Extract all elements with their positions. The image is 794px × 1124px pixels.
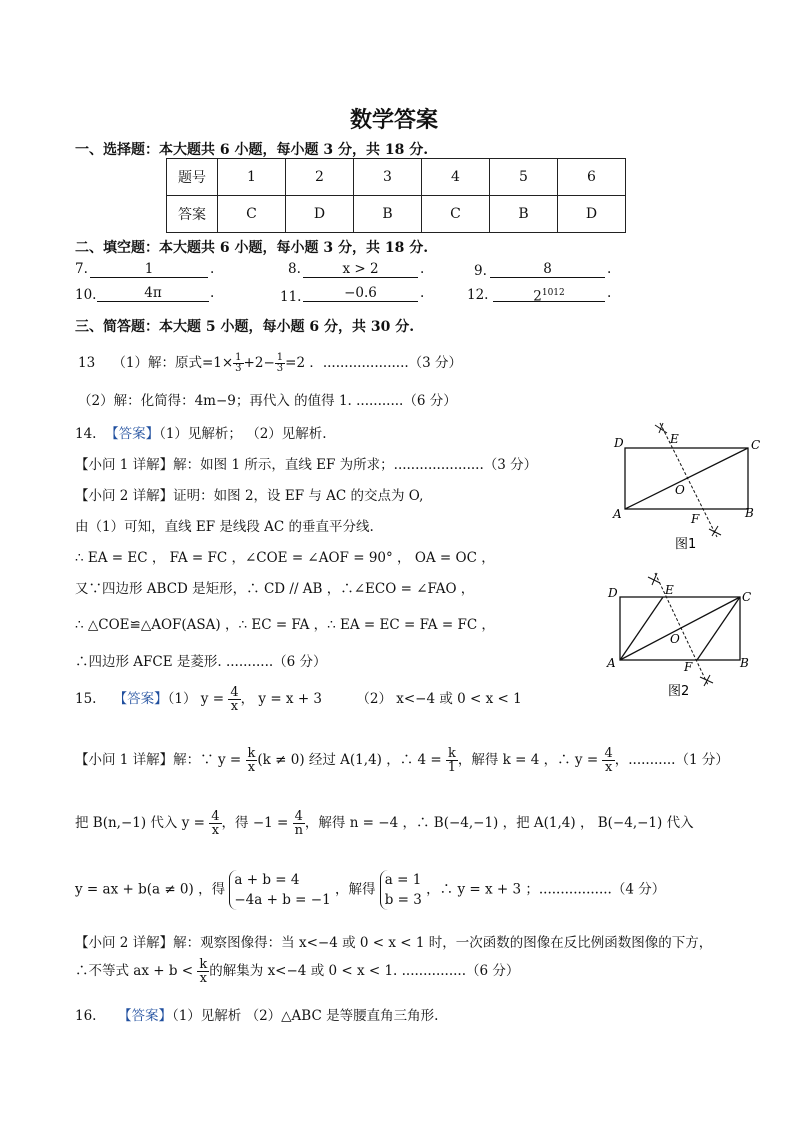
table-cell: 4 (422, 159, 490, 196)
figure-1 (605, 415, 775, 555)
text: 的解集为 x<−4 或 0 < x < 1. ...............（6 分） (209, 963, 520, 979)
label-a: A (607, 656, 616, 670)
text: 把 B(n,−1) 代入 y = (75, 815, 205, 831)
q14-answer-line (75, 422, 327, 442)
fraction: $\frac{4}{n}$ (294, 809, 303, 838)
fraction: $\frac{k}{1}$ (447, 746, 457, 775)
q15-line-4: 【小问 2 详解】解：观察图像得：当 x<−4 或 0 < x < 1 时，一次函数的图像在反比例函数图像的下方， (75, 935, 713, 951)
period: . (210, 285, 215, 301)
table-row-label: 题号 (167, 159, 218, 196)
q14-answer-text: （1）见解析； （2）见解析. (159, 426, 327, 442)
figure-2-caption: 图2 (668, 684, 690, 699)
table-cell: B (354, 196, 422, 233)
label-d: D (608, 586, 618, 600)
text: ，解得 k = 4 ，∴ y = (457, 752, 599, 768)
label-o: O (670, 632, 680, 646)
q14-line: 【小问 2 详解】证明：如图 2，设 EF 与 AC 的交点为 O, (75, 488, 424, 504)
q15-ans1-suffix: ， y = x + 3 (240, 691, 323, 707)
fill-item-num: 12. (467, 287, 489, 303)
text: ∴不等式 ax + b < (75, 963, 194, 979)
q15-line-2 (75, 810, 694, 837)
text: ，解得 (334, 881, 376, 898)
q14-line: 由（1）可知，直线 EF 是线段 AC 的垂直平分线. (75, 519, 374, 535)
text: ，得 −1 = (221, 815, 289, 831)
label-o: O (675, 483, 685, 497)
text: (k ≠ 0) 经过 A(1,4) ，∴ 4 = (257, 752, 442, 768)
fraction: $\frac{4}{x}$ (230, 685, 239, 714)
answer-tag: 【答案】 (113, 691, 168, 707)
period: . (420, 285, 425, 301)
fraction: $\frac{k}{x}$ (199, 957, 208, 986)
fill-answer (493, 285, 605, 305)
label-b: B (745, 506, 754, 520)
q16-number: 16. (75, 1008, 97, 1024)
period: . (210, 261, 215, 277)
label-b: B (740, 656, 749, 670)
fraction: $\frac{4}{x}$ (604, 746, 613, 775)
table-row (167, 196, 626, 233)
q13-part1-suffix: =2 ．....................（3 分） (285, 355, 463, 371)
fill-item-num: 11. (280, 289, 302, 305)
q14-number: 14. (75, 426, 97, 442)
q15-ans1-prefix: （1） y = (167, 691, 225, 707)
answer-tag: 【答案】 (105, 426, 160, 442)
period: . (607, 285, 612, 301)
q15-line-5 (75, 958, 519, 985)
fill-answer: 4π (97, 285, 209, 302)
figure-1-caption: 图1 (675, 537, 697, 552)
period: . (420, 261, 425, 277)
table-cell: 6 (558, 159, 626, 196)
q15-answer-line (75, 686, 522, 713)
table-cell: C (422, 196, 490, 233)
period: . (607, 261, 612, 277)
text: ，∴ y = x + 3 ；.................（4 分） (426, 881, 666, 898)
q15-number: 15. (75, 691, 97, 707)
fill-answer-exponent: 1012 (541, 288, 565, 298)
text: y = ax + b(a ≠ 0) ，得 (75, 881, 226, 898)
section-3-heading: 三、简答题：本大题 5 小题，每小题 6 分，共 30 分. (75, 319, 415, 335)
label-e: E (670, 432, 679, 446)
q14-line: ∴ △COE≌△AOF(ASA) ，∴ EC = FA ，∴ EA = EC = FA = FC ， (75, 617, 495, 633)
text: 【小问 1 详解】解：∵ y = (75, 752, 242, 768)
fill-item-num: 10. (75, 287, 97, 303)
q13-part2: （2）解：化简得：4m−9；再代入 的值得 1. ...........（6 分） (78, 393, 457, 409)
fill-answer: x > 2 (303, 261, 418, 278)
q15-line-3 (75, 870, 665, 910)
q15-line-1 (75, 747, 729, 774)
fill-item-num: 7. (75, 261, 88, 277)
table-row-label: 答案 (167, 196, 218, 233)
fraction: $\frac{1}{3}$ (235, 352, 242, 374)
q16-answer-text: （1）见解析 （2）△ABC 是等腰直角三角形. (171, 1008, 439, 1024)
label-c: C (742, 590, 752, 604)
label-e: E (665, 583, 674, 597)
table-row (167, 159, 626, 196)
fraction: $\frac{4}{x}$ (211, 809, 220, 838)
figure-2 (600, 565, 770, 705)
q14-line: 【小问 1 详解】解：如图 1 所示，直线 EF 为所求；.....................（3 分） (75, 457, 538, 473)
q13-number: 13 (78, 355, 96, 371)
table-cell: D (558, 196, 626, 233)
fraction: $\frac{1}{3}$ (276, 352, 284, 374)
answer-tag: 【答案】 (117, 1008, 172, 1024)
table-cell: 2 (286, 159, 354, 196)
table-cell: 3 (354, 159, 422, 196)
table-cell: B (490, 196, 558, 233)
label-a: A (613, 507, 622, 521)
fill-answer: 8 (490, 261, 605, 278)
q13-part1-prefix: （1）解：原式=1× (112, 355, 234, 371)
q13-line1 (78, 351, 462, 374)
answer-table (166, 158, 626, 233)
table-cell: D (286, 196, 354, 233)
label-f: F (691, 512, 700, 526)
q14-line: 又∵四边形 ABCD 是矩形，∴ CD // AB ，∴∠ECO = ∠FAO ， (75, 581, 475, 597)
fill-item-num: 9. (474, 263, 487, 279)
table-cell: 1 (218, 159, 286, 196)
section-2-heading: 二、填空题：本大题共 6 小题，每小题 3 分，共 18 分. (75, 240, 429, 256)
q14-line: ∴ EA = EC ， FA = FC ，∠COE = ∠AOF = 90° ， OA = OC ， (75, 550, 495, 566)
section-1-heading: 一、选择题：本大题共 6 小题，每小题 3 分，共 18 分. (75, 142, 429, 158)
fill-answer: −0.6 (303, 285, 418, 302)
fill-item-num: 8. (288, 261, 301, 277)
page-title: 数学答案 (350, 108, 439, 133)
equation-system: a + b = 4 −4a + b = −1 (229, 870, 330, 910)
equation-system: a = 1 b = 3 (380, 870, 422, 910)
q16-answer-line (75, 1004, 438, 1024)
text: ，解得 n = −4 ，∴ B(−4,−1) ，把 A(1,4) ， B(−4,−1) 代入 (304, 815, 694, 831)
table-cell: 5 (490, 159, 558, 196)
q15-ans2: （2） x<−4 或 0 < x < 1 (356, 691, 522, 707)
text: ，...........（1 分） (614, 752, 729, 768)
q14-line: ∴四边形 AFCE 是菱形. ...........（6 分） (75, 654, 327, 670)
fraction: $\frac{k}{x}$ (247, 746, 256, 775)
label-d: D (614, 436, 624, 450)
table-cell: C (218, 196, 286, 233)
q13-mid: +2− (243, 355, 275, 371)
fill-answer: 1 (90, 261, 208, 278)
label-c: C (751, 438, 761, 452)
label-f: F (684, 660, 693, 674)
fill-answer-base: 2 (533, 288, 542, 305)
